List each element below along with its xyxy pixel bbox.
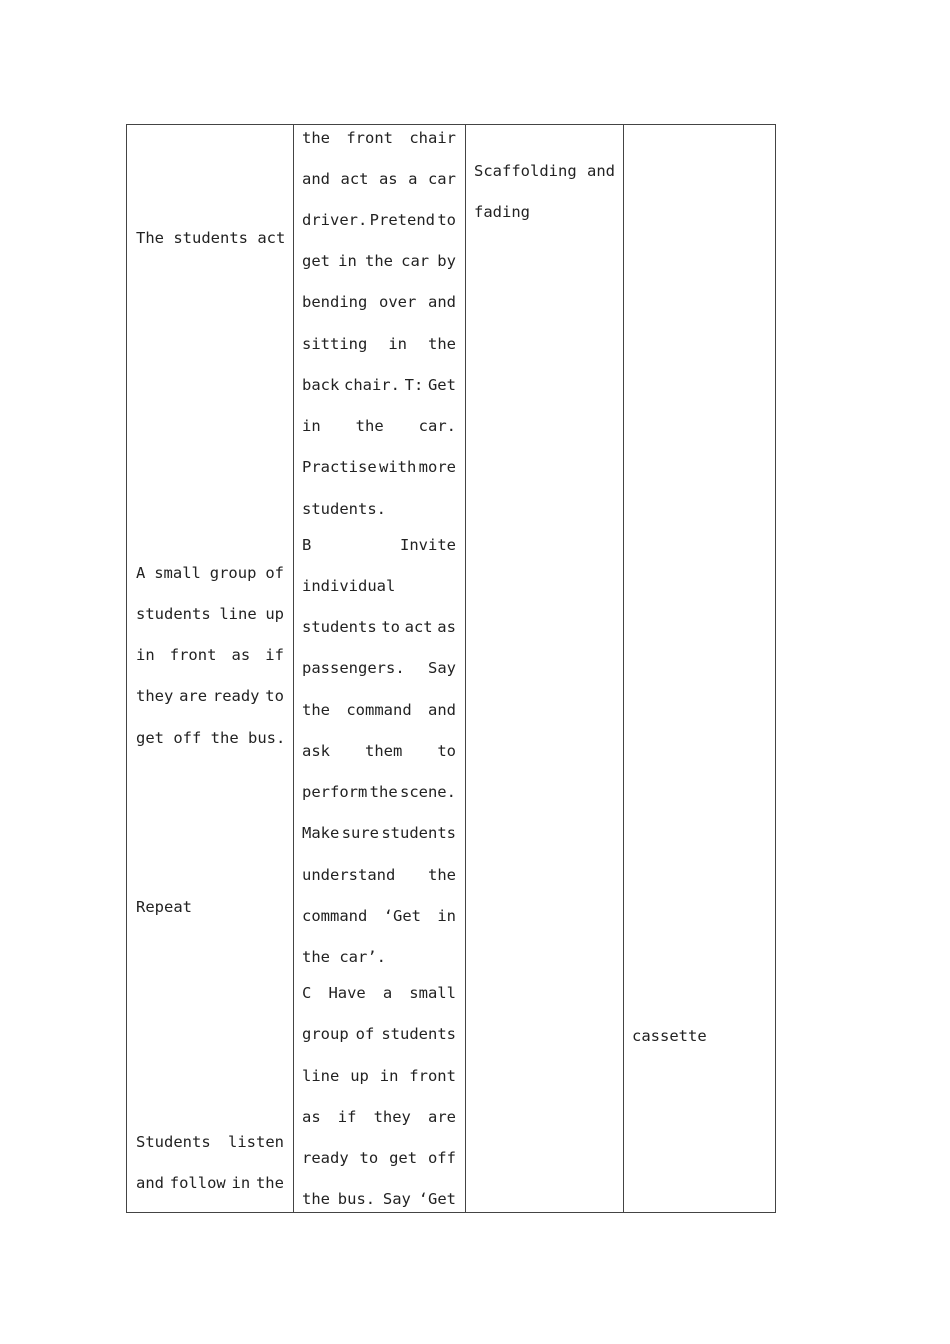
word: students [302, 618, 377, 636]
word: Get [427, 376, 456, 394]
word: are [428, 1108, 456, 1126]
word: and [427, 701, 456, 719]
cell-text-line: students. [302, 500, 386, 518]
justified-line [302, 1066, 456, 1086]
word: bus. [337, 1190, 376, 1208]
word: them [365, 742, 403, 760]
word: of [265, 564, 284, 582]
word: in [437, 907, 456, 925]
word: Students [136, 1133, 211, 1151]
word: passengers. [302, 659, 405, 677]
word: the [302, 129, 330, 147]
word: ‘Get [383, 907, 421, 925]
word: A [136, 564, 146, 582]
word: in [136, 646, 155, 664]
justified-line [302, 823, 456, 843]
word: as [378, 170, 398, 188]
word: they [373, 1108, 411, 1126]
justified-line [136, 645, 284, 665]
word: understand [302, 866, 396, 884]
word: bending [302, 293, 368, 311]
word: group [302, 1025, 349, 1043]
word: to [359, 1149, 379, 1167]
justified-line [302, 741, 456, 761]
word: in [388, 335, 407, 353]
justified-line [302, 906, 456, 926]
word: more [418, 458, 456, 476]
justified-line [302, 375, 456, 395]
justified-line [302, 983, 456, 1003]
justified-line [302, 617, 456, 637]
word: are [179, 687, 208, 705]
word: as [231, 646, 251, 664]
word: front [346, 129, 393, 147]
word: driver. [302, 211, 368, 229]
justified-line [302, 334, 456, 354]
word: by [437, 252, 456, 270]
word: students [136, 605, 211, 623]
word: ready [212, 687, 260, 705]
word: Say [382, 1190, 411, 1208]
word: as [437, 618, 456, 636]
word: small [154, 564, 201, 582]
word: they [136, 687, 174, 705]
word: with [379, 458, 417, 476]
cell-text-line: fading [474, 203, 530, 221]
word: off [427, 1149, 456, 1167]
word: if [337, 1108, 357, 1126]
justified-line [136, 686, 284, 706]
word: car. [418, 417, 456, 435]
word: back [302, 376, 340, 394]
justified-line [302, 210, 456, 230]
word: sitting [302, 335, 368, 353]
word: act [340, 170, 369, 188]
word: Scaffolding [474, 162, 577, 180]
word: command [302, 907, 368, 925]
word: small [409, 984, 456, 1002]
word: chair [409, 129, 456, 147]
word: the [355, 417, 384, 435]
justified-line [302, 457, 456, 477]
word: and [302, 170, 330, 188]
word: the [302, 1190, 330, 1208]
word: students [381, 824, 456, 842]
word: Pretend [369, 211, 435, 229]
word: in [379, 1067, 399, 1085]
word: C [302, 984, 312, 1002]
justified-line [302, 700, 456, 720]
column-divider [465, 125, 466, 1212]
justified-line [302, 1024, 456, 1044]
justified-line [302, 251, 456, 271]
column-divider [623, 125, 624, 1212]
word: ask [302, 742, 330, 760]
word: car [401, 252, 430, 270]
word: students [381, 1025, 456, 1043]
word: command [346, 701, 412, 719]
word: up [350, 1067, 369, 1085]
word: if [265, 646, 284, 664]
word: the [428, 866, 456, 884]
word: over [379, 293, 417, 311]
word: T: [404, 376, 424, 394]
cell-text-line: cassette [632, 1027, 707, 1045]
justified-line [302, 1107, 456, 1127]
justified-line [302, 865, 456, 885]
justified-line [136, 563, 284, 583]
word: up [265, 605, 284, 623]
justified-line [302, 169, 456, 189]
word: to [437, 742, 456, 760]
word: get [302, 252, 330, 270]
justified-line [136, 604, 284, 624]
word: line [302, 1067, 340, 1085]
word: Invite [400, 536, 456, 554]
word: ready [302, 1149, 349, 1167]
justified-line [302, 782, 456, 802]
word: a [408, 170, 418, 188]
word: the [302, 701, 330, 719]
word: and [587, 162, 615, 180]
word: scene. [399, 783, 456, 801]
justified-line [302, 1189, 456, 1209]
justified-line [136, 1132, 284, 1152]
cell-text-line: The students act [136, 229, 286, 247]
cell-text-line: the car’. [302, 948, 386, 966]
word: line [219, 605, 257, 623]
word: a [382, 984, 393, 1002]
word: the [369, 783, 398, 801]
word: follow [169, 1174, 226, 1192]
justified-line [302, 416, 456, 436]
word: in [338, 252, 357, 270]
word: chair. [343, 376, 400, 394]
cell-text-line: get off the bus. [136, 729, 286, 747]
word: front [409, 1067, 456, 1085]
word: listen [228, 1133, 284, 1151]
word: and [136, 1174, 164, 1192]
word: in [302, 417, 321, 435]
word: Make [302, 824, 340, 842]
cell-text-line: individual [302, 577, 396, 595]
column-divider [293, 125, 294, 1212]
word: B [302, 536, 312, 554]
word: to [265, 687, 284, 705]
justified-line [302, 658, 456, 678]
word: Practise [302, 458, 377, 476]
word: the [255, 1174, 284, 1192]
justified-line [302, 292, 456, 312]
word: and [428, 293, 456, 311]
word: to [381, 618, 400, 636]
word: get [389, 1149, 418, 1167]
word: in [231, 1174, 251, 1192]
word: ‘Get [418, 1190, 456, 1208]
word: to [437, 211, 456, 229]
word: the [364, 252, 393, 270]
cell-text-line: Repeat [136, 898, 192, 916]
word: front [169, 646, 217, 664]
word: sure [341, 824, 379, 842]
justified-line [474, 161, 615, 181]
justified-line [302, 1148, 456, 1168]
word: group [209, 564, 257, 582]
word: as [302, 1108, 321, 1126]
word: of [355, 1025, 375, 1043]
justified-line [302, 535, 456, 555]
word: Say [428, 659, 456, 677]
justified-line [302, 128, 456, 148]
word: car [427, 170, 456, 188]
word: Have [328, 984, 366, 1002]
word: the [428, 335, 456, 353]
word: act [404, 618, 433, 636]
justified-line [136, 1173, 284, 1193]
word: perform [302, 783, 368, 801]
